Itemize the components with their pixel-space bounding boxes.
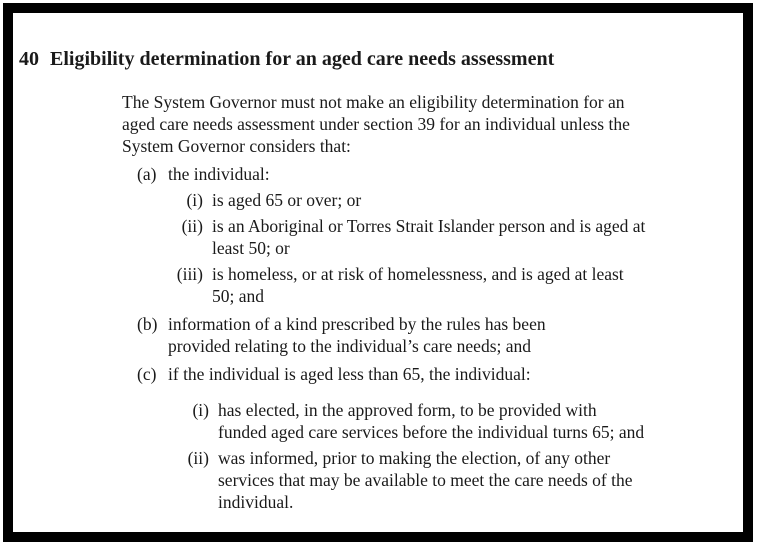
item-c-ii-marker: (ii): [187, 448, 209, 468]
item-a-ii: [181, 215, 648, 259]
item-a-iii: [176, 263, 648, 307]
item-a-iii-text: is homeless, or at risk of homelessness, and is aged at least 50; and: [212, 264, 624, 306]
item-c: [137, 363, 610, 385]
item-c-ii-text: was informed, prior to making the election, of any other services that may be available to meet the care needs of the individual.: [218, 448, 633, 512]
item-a-ii-marker: (ii): [181, 216, 203, 236]
item-a-marker: (a): [137, 164, 157, 184]
item-b-marker: (b): [137, 314, 158, 334]
item-c-i: [192, 399, 649, 443]
section-number: 40: [19, 48, 39, 70]
item-a-ii-text: is an Aboriginal or Torres Strait Islander person and is aged at least 50; or: [212, 216, 646, 258]
item-a-i: [186, 189, 648, 211]
item-a-iii-marker: (iii): [176, 264, 203, 284]
item-b: [137, 313, 610, 357]
intro-paragraph: The System Governor must not make an eligibility determination for an aged care needs assessment under section 39 for an individual unless the System Governor considers that:: [122, 92, 630, 156]
item-a: [137, 163, 610, 185]
item-a-text: the individual:: [168, 164, 270, 184]
item-c-text: if the individual is aged less than 65, the individual:: [168, 364, 531, 384]
item-c-ii: [187, 447, 649, 513]
item-a-i-text: is aged 65 or over; or: [212, 190, 362, 210]
item-c-i-text: has elected, in the approved form, to be provided with funded aged care services before the individual turns 65; and: [218, 400, 645, 442]
item-c-marker: (c): [137, 364, 157, 384]
item-b-text: information of a kind prescribed by the rules has been provided relating to the individual’s care needs; and: [168, 314, 546, 356]
section-title-text: Eligibility determination for an aged care needs assessment: [50, 48, 555, 70]
item-a-i-marker: (i): [186, 190, 203, 210]
item-c-i-marker: (i): [192, 400, 209, 420]
section-heading: [19, 47, 743, 71]
document-frame: [3, 3, 753, 542]
